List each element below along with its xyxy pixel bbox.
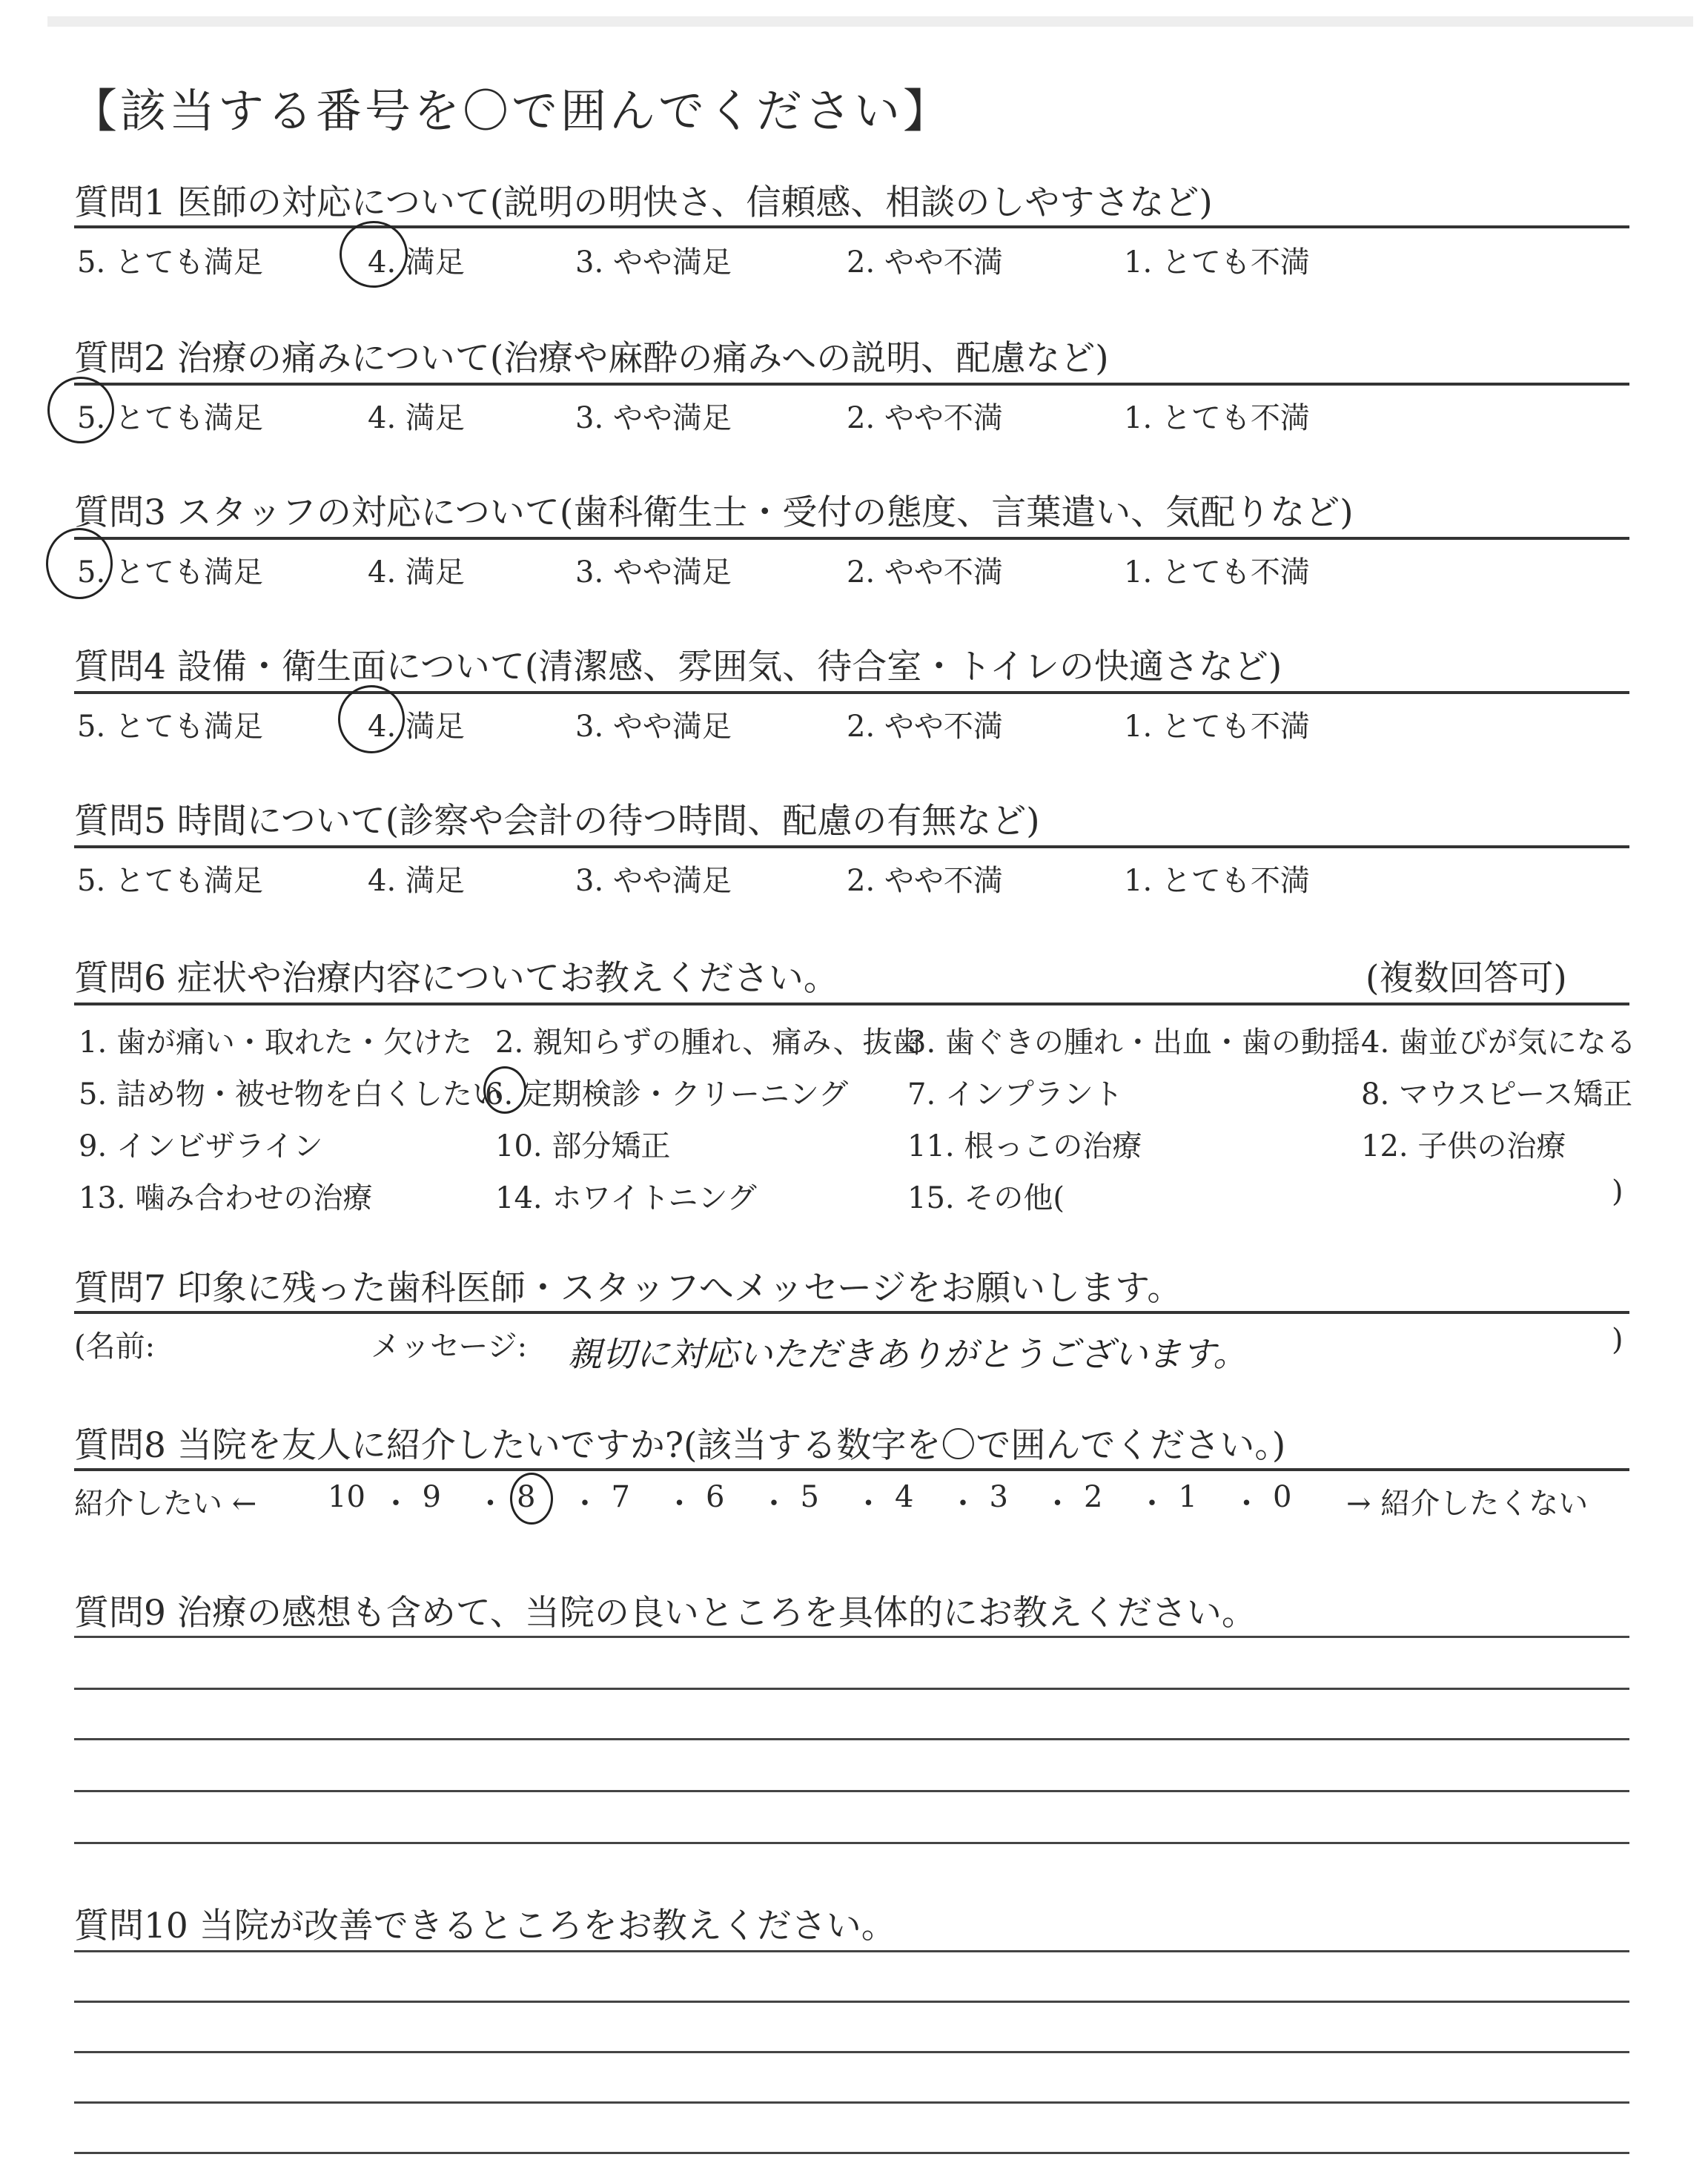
q2-option-4[interactable]: 4. 満足 [368,401,465,435]
q1-rule [74,225,1629,228]
q3-title: 質問3 スタッフの対応について(歯科衛生士・受付の態度、言葉遣い、気配りなど) [74,492,1354,533]
q6-item-2[interactable]: 2. 親知らずの腫れ、痛み、抜歯 [495,1025,922,1060]
q5-title: 質問5 時間について(診察や会計の待つ時間、配慮の有無など) [74,801,1040,842]
q1-option-4[interactable]: 4. 満足 [368,245,465,280]
q10-answer-line-1[interactable] [74,1950,1629,1952]
q6-item-11[interactable]: 11. 根っこの治療 [907,1129,1142,1163]
q1-option-5[interactable]: 5. とても満足 [77,245,263,280]
q3-option-4[interactable]: 4. 満足 [368,555,465,589]
q4-option-3[interactable]: 3. やや満足 [575,710,732,744]
q6-title: 質問6 症状や治療内容についてお教えください。 [74,958,838,999]
q7-close-paren: ) [1612,1323,1623,1357]
q5-option-5[interactable]: 5. とても満足 [77,864,263,898]
q5-option-1[interactable]: 1. とても不満 [1124,864,1310,898]
q8-scale-separator: ・ [1231,1487,1262,1521]
q6-item-12[interactable]: 12. 子供の治療 [1361,1129,1566,1163]
q8-scale-separator: ・ [475,1487,506,1521]
q3-option-3[interactable]: 3. やや満足 [575,555,732,589]
q2-option-2[interactable]: 2. やや不満 [847,401,1003,435]
q6-item-4[interactable]: 4. 歯並びが気になる [1361,1025,1636,1060]
q8-scale-8[interactable]: 8 [517,1480,536,1514]
form-instruction-title: 【該当する番号を〇で囲んでください】 [71,84,953,138]
q8-scale-separator: ・ [759,1487,789,1521]
q8-scale-1[interactable]: 1 [1178,1480,1197,1514]
q8-left-label: 紹介したい ← [74,1487,257,1521]
q8-title: 質問8 当院を友人に紹介したいですか?(該当する数字を〇で囲んでください。) [74,1425,1286,1466]
q6-item-5[interactable]: 5. 詰め物・被せ物を白くしたい [79,1077,502,1112]
q3-rule [74,537,1629,540]
q9-answer-line-2[interactable] [74,1688,1629,1690]
q6-item-1[interactable]: 1. 歯が痛い・取れた・欠けた [79,1025,472,1060]
q6-item-9[interactable]: 9. インビザライン [79,1129,323,1163]
q4-option-5[interactable]: 5. とても満足 [77,710,263,744]
q8-scale-separator: ・ [948,1487,978,1521]
q10-answer-line-4[interactable] [74,2101,1629,2104]
q6-rule [74,1003,1629,1005]
q8-scale-10[interactable]: 10 [328,1480,365,1514]
q9-answer-line-3[interactable] [74,1738,1629,1740]
q1-title: 質問1 医師の対応について(説明の明快さ、信頼感、相談のしやすさなど) [74,182,1213,223]
q8-scale-7[interactable]: 7 [611,1480,630,1514]
q4-selected-circle [338,685,405,753]
q8-scale-2[interactable]: 2 [1084,1480,1103,1514]
q4-rule [74,691,1629,694]
q6-item-10[interactable]: 10. 部分矯正 [495,1129,671,1163]
q6-item-3[interactable]: 3. 歯ぐきの腫れ・出血・歯の動揺 [907,1025,1360,1060]
q4-option-2[interactable]: 2. やや不満 [847,710,1003,744]
q9-answer-line-4[interactable] [74,1790,1629,1792]
q3-option-1[interactable]: 1. とても不満 [1124,555,1310,589]
q10-answer-line-5[interactable] [74,2152,1629,2154]
q8-selected-circle [510,1473,553,1525]
q5-rule [74,845,1629,848]
q7-message-label: メッセージ: [371,1330,528,1364]
q6-selected-circle [483,1066,526,1114]
q7-name-label: (名前: [74,1330,156,1364]
q9-answer-line-5[interactable] [74,1842,1629,1844]
q4-title: 質問4 設備・衛生面について(清潔感、雰囲気、待合室・トイレの快適さなど) [74,647,1282,687]
scan-top-edge [47,16,1693,27]
q6-item-14[interactable]: 14. ホワイトニング [495,1181,757,1215]
q7-title: 質問7 印象に残った歯科医師・スタッフへメッセージをお願いします。 [74,1268,1182,1309]
q8-scale-separator: ・ [381,1487,411,1521]
q10-answer-line-2[interactable] [74,2001,1629,2003]
q1-selected-circle [340,221,408,288]
q5-option-3[interactable]: 3. やや満足 [575,864,732,898]
q1-option-1[interactable]: 1. とても不満 [1124,245,1310,280]
q2-option-5[interactable]: 5. とても満足 [77,401,263,435]
q7-handwritten-message: 親切に対応いただきありがとうございます。 [568,1334,1248,1374]
q2-option-1[interactable]: 1. とても不満 [1124,401,1310,435]
q8-scale-6[interactable]: 6 [706,1480,725,1514]
q8-scale-0[interactable]: 0 [1273,1480,1292,1514]
q1-option-2[interactable]: 2. やや不満 [847,245,1003,280]
q6-multi-answer-note: (複数回答可) [1366,958,1567,999]
q2-selected-circle [47,377,114,443]
q6-item-8[interactable]: 8. マウスピース矯正 [1361,1077,1633,1112]
q8-rule [74,1468,1629,1471]
q9-title: 質問9 治療の感想も含めて、当院の良いところを具体的にお教えください。 [74,1593,1257,1634]
q9-answer-line-1[interactable] [74,1636,1629,1638]
q8-scale-3[interactable]: 3 [989,1480,1008,1514]
q4-option-4[interactable]: 4. 満足 [368,710,465,744]
q6-item-13[interactable]: 13. 噛み合わせの治療 [79,1181,373,1215]
q7-rule [74,1311,1629,1314]
q8-scale-5[interactable]: 5 [800,1480,819,1514]
q3-selected-circle [46,528,113,599]
q8-scale-separator: ・ [664,1487,695,1521]
q6-item-6[interactable]: 6. 定期検診・クリーニング [485,1077,849,1112]
q8-scale-4[interactable]: 4 [895,1480,914,1514]
q6-item-7[interactable]: 7. インプラント [907,1077,1123,1112]
q4-option-1[interactable]: 1. とても不満 [1124,710,1310,744]
q8-scale-separator: ・ [1042,1487,1073,1521]
q2-rule [74,383,1629,386]
q5-option-2[interactable]: 2. やや不満 [847,864,1003,898]
q10-answer-line-3[interactable] [74,2051,1629,2053]
q2-option-3[interactable]: 3. やや満足 [575,401,732,435]
q6-item-15[interactable]: 15. その他( [907,1181,1065,1215]
q3-option-2[interactable]: 2. やや不満 [847,555,1003,589]
q5-option-4[interactable]: 4. 満足 [368,864,465,898]
q10-title: 質問10 当院が改善できるところをお教えください。 [74,1906,896,1946]
q3-option-5[interactable]: 5. とても満足 [77,555,263,589]
q8-scale-9[interactable]: 9 [422,1480,441,1514]
q8-scale-separator: ・ [570,1487,600,1521]
q8-scale-separator: ・ [1137,1487,1167,1521]
q8-scale-separator: ・ [853,1487,884,1521]
q2-title: 質問2 治療の痛みについて(治療や麻酔の痛みへの説明、配慮など) [74,338,1109,379]
q1-option-3[interactable]: 3. やや満足 [575,245,732,280]
q8-right-label: → 紹介したくない [1346,1487,1589,1521]
q6-item-15-close-paren: ) [1612,1175,1623,1209]
